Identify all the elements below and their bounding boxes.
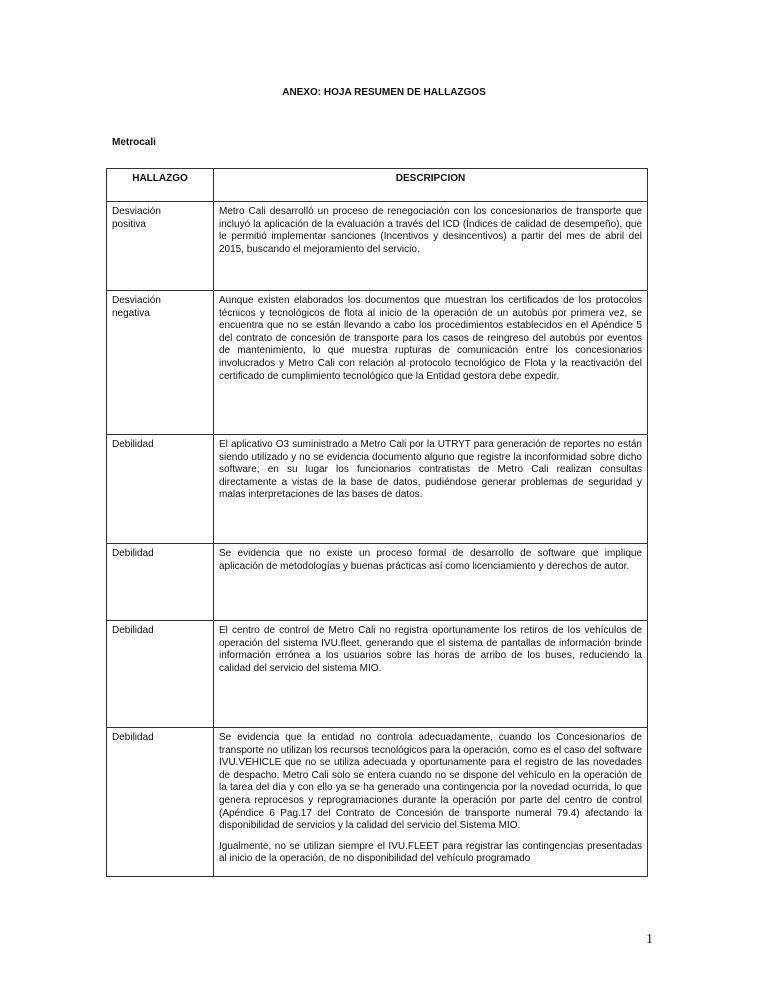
- findings-table: [106, 168, 648, 877]
- finding-description: [214, 621, 648, 728]
- finding-description: [214, 291, 648, 435]
- table-header-row: [107, 169, 648, 202]
- header-finding: HALLAZGO: [107, 169, 214, 202]
- table-row: [107, 202, 648, 291]
- finding-type: Debilidad: [107, 544, 214, 621]
- finding-type: Desviación positiva: [107, 202, 214, 291]
- finding-type: Debilidad: [107, 621, 214, 728]
- header-description: DESCRIPCION: [214, 169, 648, 202]
- description-paragraph: Se evidencia que no existe un proceso formal de desarrollo de software que implique aplicación de metodologías y buenas prácticas así como licenciamiento y derechos de autor.: [219, 548, 642, 572]
- table-row: [107, 291, 648, 435]
- finding-type: Debilidad: [107, 435, 214, 544]
- description-paragraph: Igualmente, no se utilizan siempre el IVU.FLEET para registrar las contingencias presentadas al inicio de la operación, de no disponibilidad del vehículo programado: [219, 840, 642, 865]
- table-row: [107, 621, 648, 728]
- description-paragraph: Aunque existen elaborados los documentos que muestran los certificados de los protocolos técnicos y tecnológicos de flota al inicio de la operación de un autobús por primera vez, se encuentra que no se están llevando a cabo los procedimientos establecidos en el Apéndice 5 del contrato de concesión de transporte para los casos de reingreso del autobús por eventos de mantenimiento, lo que muestra rupturas de comunicación entre los concesionarios involucrados y Metro Cali con relación al protocolo tecnológico de Flota y la reactivación del certificado de cumplimiento tecnológico que la Entidad gestora debe expedir.: [219, 295, 642, 382]
- finding-description: [214, 544, 648, 621]
- description-paragraph: Metro Cali desarrolló un proceso de renegociación con los concesionarios de transporte que incluyó la aplicación de la evaluación a través del ICD (Índices de calidad de desempeño), que le permitió implementar sanciones (Incentivos y desincentivos) a partir del mes de abril del 2015, buscando el mejoramiento del servicio.: [219, 206, 642, 255]
- finding-description: [214, 435, 648, 544]
- description-paragraph: Se evidencia que la entidad no controla adecuadamente, cuando los Concesionarios de transporte no utilizan los recursos tecnológicos para la operación, como es el caso del software IVU.VEHICLE que no se utiliza adecuada y oportunamente para el registro de las novedades de despacho. Metro Cali solo se entera cuando no se dispone del vehículo en la operación de la tarea del día y con ello ya se ha generado una contingencia por la novedad ocurrida, lo que genera reprocesos y reprogramaciones durante la operación por parte del centro de control (Apéndice 6 Pag.17 del Contrato de Concesión de transporte numeral 79.4) afectando la disponibilidad de servicios y la calidad del servicio del Sistema MIO.: [219, 732, 642, 832]
- description-paragraph: El centro de control de Metro Cali no registra oportunamente los retiros de los vehículos de operación del sistema IVU.fleet, generando que el sistema de pantallas de información brinde información errónea a los usuarios sobre las horas de arribo de los buses, reduciendo la calidad del servicio del sistema MIO.: [219, 625, 642, 674]
- entity-name: Metrocali: [112, 137, 156, 148]
- finding-type: Desviación negativa: [107, 291, 214, 435]
- finding-description: [214, 728, 648, 877]
- table-row: [107, 544, 648, 621]
- table-row: [107, 435, 648, 544]
- document-title: ANEXO: HOJA RESUMEN DE HALLAZGOS: [282, 87, 486, 98]
- finding-type: Debilidad: [107, 728, 214, 877]
- description-paragraph: El aplicativo O3 suministrado a Metro Cali por la UTRYT para generación de reportes no están siendo utilizado y no se evidencia documento alguno que registre la inconformidad sobre dicho software; en su lugar los funcionarios contratistas de Metro Cali realizan consultas directamente a vistas de la base de datos, pudiéndose generar problemas de seguridad y malas interpretaciones de las bases de datos.: [219, 439, 642, 501]
- page-number: 1: [646, 932, 653, 947]
- table-row: [107, 728, 648, 877]
- finding-description: [214, 202, 648, 291]
